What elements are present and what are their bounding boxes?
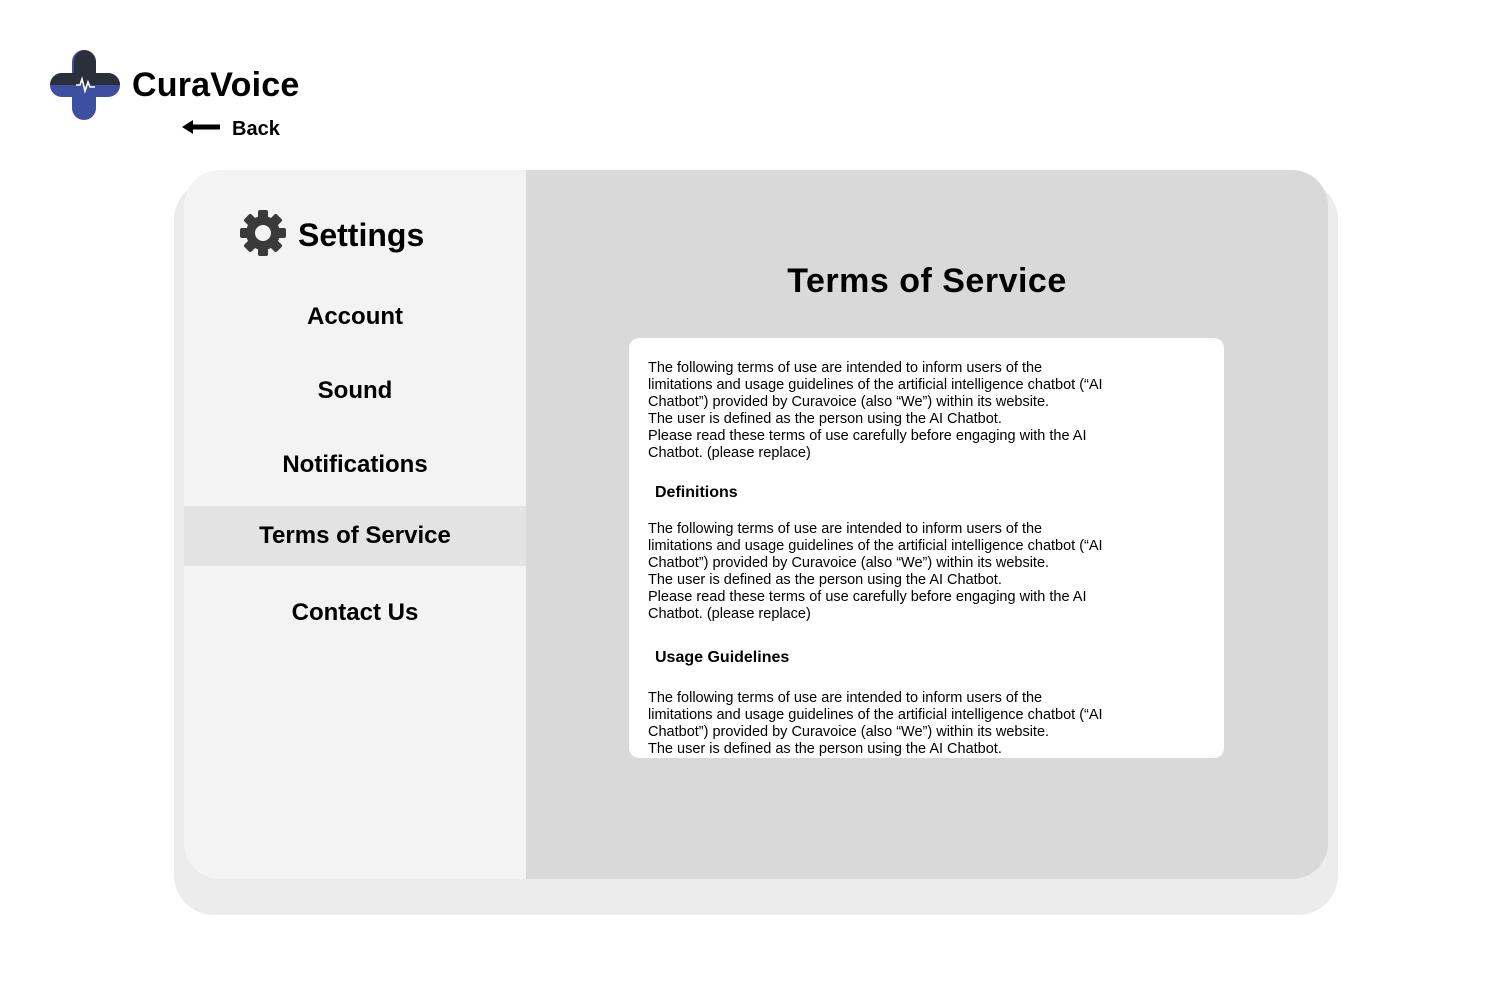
text-line: The user is defined as the person using the AI Chatbot. bbox=[648, 572, 1002, 588]
text-line: Please read these terms of use carefully before engaging with the AI bbox=[648, 428, 1087, 444]
text-line: limitations and usage guidelines of the artificial intelligence chatbot (“AI bbox=[648, 538, 1103, 554]
definitions-paragraph bbox=[648, 521, 1164, 623]
terms-panel bbox=[526, 170, 1328, 879]
sidebar-item-label: Sound bbox=[317, 377, 393, 404]
settings-title: Settings bbox=[298, 217, 425, 253]
arrow-left-icon bbox=[182, 120, 222, 139]
usage-guidelines-heading: Usage Guidelines bbox=[655, 649, 790, 666]
back-button[interactable] bbox=[182, 118, 280, 141]
cross-soundwave-logo-icon bbox=[50, 50, 120, 120]
definitions-heading: Definitions bbox=[655, 484, 738, 501]
text-line: The following terms of use are intended to inform users of the bbox=[648, 690, 1043, 706]
sidebar-item-label: Notifications bbox=[282, 451, 428, 478]
text-line: The following terms of use are intended to inform users of the bbox=[648, 521, 1043, 537]
text-line: Chatbot. (please replace) bbox=[648, 445, 811, 461]
sidebar-item-label: Account bbox=[307, 303, 403, 330]
sidebar-item-contact-us[interactable] bbox=[184, 583, 526, 643]
sidebar-item-label: Contact Us bbox=[291, 599, 419, 626]
usage-guidelines-paragraph bbox=[648, 690, 1164, 758]
text-line: limitations and usage guidelines of the artificial intelligence chatbot (“AI bbox=[648, 707, 1103, 723]
terms-text-box[interactable] bbox=[629, 338, 1224, 758]
text-line: The user is defined as the person using the AI Chatbot. bbox=[648, 741, 1002, 757]
page-title: Terms of Service bbox=[787, 262, 1067, 300]
sidebar-item-notifications[interactable] bbox=[184, 435, 526, 495]
brand-logo[interactable] bbox=[50, 50, 299, 120]
text-line: The following terms of use are intended to inform users of the bbox=[648, 360, 1043, 376]
text-line: Chatbot”) provided by Curavoice (also “We”) within its website. bbox=[648, 555, 1050, 571]
settings-header bbox=[240, 210, 424, 261]
intro-paragraph bbox=[648, 360, 1164, 462]
text-line: Please read these terms of use carefully before engaging with the AI bbox=[648, 589, 1087, 605]
settings-card bbox=[184, 170, 1328, 879]
sidebar-item-account[interactable] bbox=[184, 287, 526, 347]
brand-name: CuraVoice bbox=[132, 65, 300, 104]
text-line: Chatbot. (please replace) bbox=[648, 606, 811, 622]
terms-content bbox=[629, 338, 1224, 758]
text-line: limitations and usage guidelines of the artificial intelligence chatbot (“AI bbox=[648, 377, 1103, 393]
text-line: Chatbot”) provided by Curavoice (also “We”) within its website. bbox=[648, 394, 1050, 410]
back-label: Back bbox=[232, 118, 280, 140]
settings-sidebar bbox=[184, 170, 526, 879]
text-line: Chatbot”) provided by Curavoice (also “We”) within its website. bbox=[648, 724, 1050, 740]
gear-icon bbox=[240, 210, 286, 261]
sidebar-item-sound[interactable] bbox=[184, 361, 526, 421]
text-line: The user is defined as the person using the AI Chatbot. bbox=[648, 411, 1002, 427]
sidebar-item-label: Terms of Service bbox=[259, 522, 451, 549]
sidebar-item-terms-of-service[interactable] bbox=[184, 506, 526, 566]
